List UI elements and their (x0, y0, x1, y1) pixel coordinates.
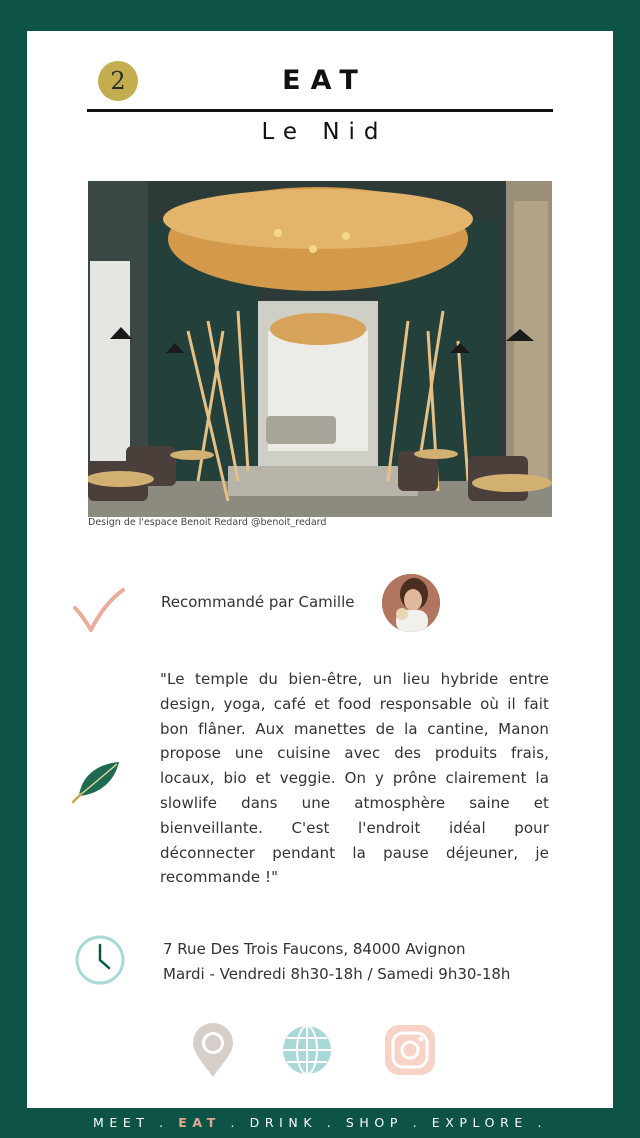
opening-hours: Mardi - Vendredi 8h30-18h / Samedi 9h30-18h (163, 965, 511, 983)
venue-photo (88, 181, 552, 517)
map-pin-icon[interactable] (191, 1023, 235, 1079)
nav-separator: . (159, 1115, 169, 1130)
place-name: Le Nid (261, 119, 388, 145)
check-icon (71, 586, 127, 634)
leaf-icon (71, 756, 123, 804)
photo-caption: Design de l'espace Benoit Redard @benoit_redard (88, 517, 327, 528)
nav-separator: . (326, 1115, 337, 1130)
nav-item-drink[interactable]: DRINK (249, 1115, 318, 1130)
footer-nav (0, 1115, 640, 1130)
clock-icon (74, 934, 126, 986)
nav-separator: . (537, 1115, 548, 1130)
globe-icon[interactable] (281, 1023, 333, 1077)
recommended-by: Recommandé par Camille (161, 593, 355, 611)
number-badge-label: 2 (110, 67, 126, 95)
venue-photo-illustration (88, 181, 552, 517)
nav-item-eat[interactable]: EAT (178, 1115, 221, 1130)
title-divider (87, 109, 553, 112)
section-title: EAT (282, 65, 368, 96)
nav-item-shop[interactable]: SHOP (345, 1115, 404, 1130)
address: 7 Rue Des Trois Faucons, 84000 Avignon (163, 940, 466, 958)
venue-info (163, 937, 510, 987)
instagram-icon[interactable] (383, 1023, 437, 1077)
review-quote: "Le temple du bien-être, un lieu hybride entre design, yoga, café et food responsable où il fait bon flâner. Aux manettes de la cantine, Manon propose une cuisine avec des produits frais, locaux, bio et veggie. On y prône clairement la slowlife dans une atmosphère saine et bienveillante. C'est l'endroit idéal pour déconnecter pendant la pause déjeuner, je recommande !" (160, 670, 549, 887)
nav-item-explore[interactable]: EXPLORE (431, 1115, 528, 1130)
nav-separator: . (230, 1115, 241, 1130)
nav-separator: . (412, 1115, 423, 1130)
nav-item-meet[interactable]: MEET (92, 1115, 150, 1130)
content-card (27, 31, 613, 1108)
avatar (382, 574, 440, 632)
